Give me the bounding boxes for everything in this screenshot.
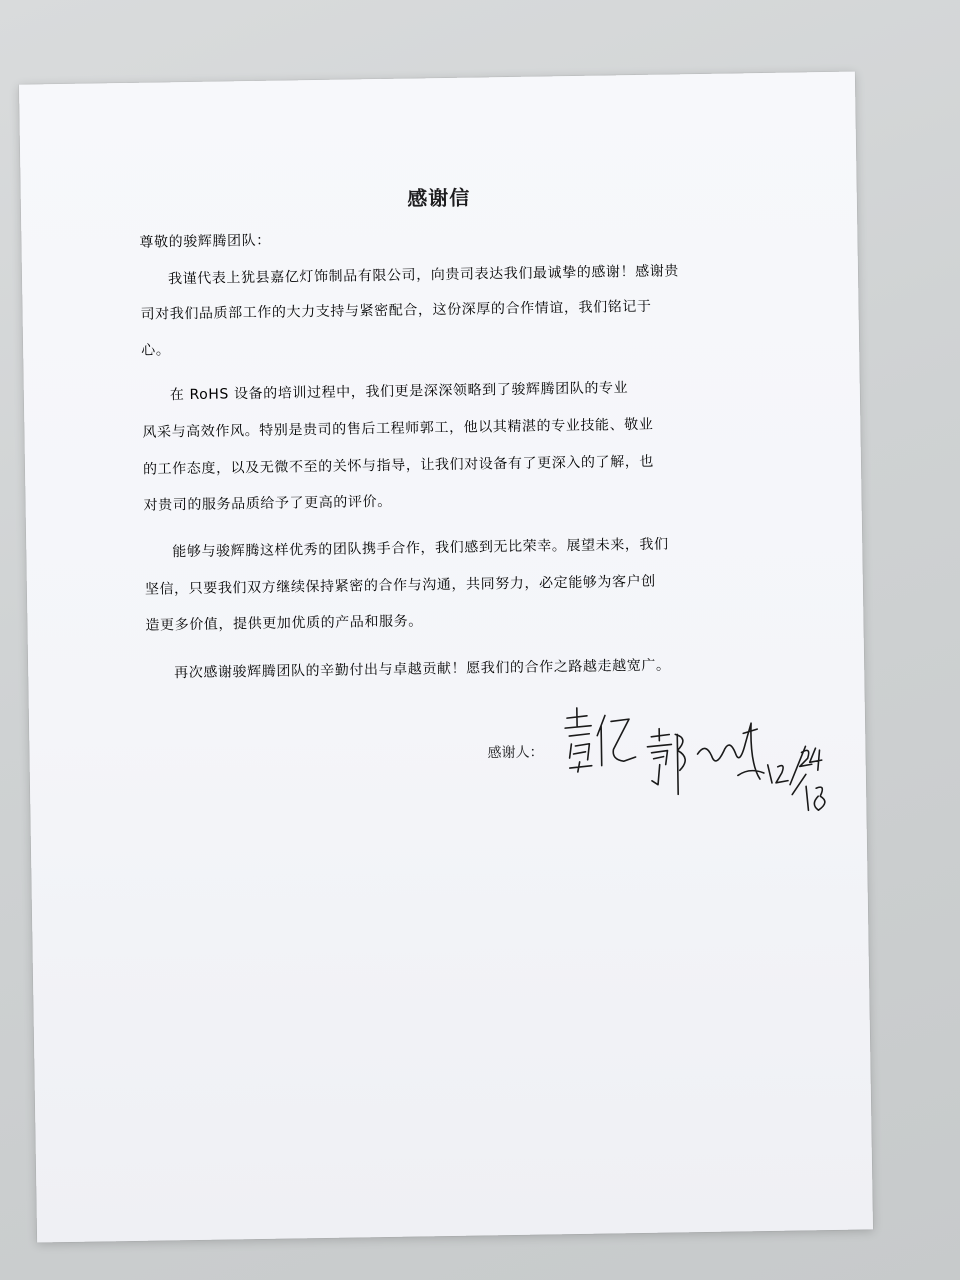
letter-paper xyxy=(19,72,873,1243)
paragraph-line: 风采与高效作风。特别是贵司的售后工程师郭工，他以其精湛的专业技能、敬业 xyxy=(142,416,654,441)
paragraph-line: 司对我们品质部工作的大力支持与紧密配合，这份深厚的合作情谊，我们铭记于 xyxy=(140,298,652,323)
signer-label: 感谢人： xyxy=(487,744,544,762)
paragraph-line: 再次感谢骏辉腾团队的辛勤付出与卓越贡献！愿我们的合作之路越走越宽广。 xyxy=(174,657,671,682)
handwritten-signature xyxy=(539,692,841,827)
paragraph-line: 在 RoHS 设备的培训过程中，我们更是深深领略到了骏辉腾团队的专业 xyxy=(169,380,629,404)
paragraph-line: 坚信，只要我们双方继续保持紧密的合作与沟通，共同努力，必定能够为客户创 xyxy=(144,573,656,598)
paragraph-line: 对贵司的服务品质给予了更高的评价。 xyxy=(143,493,392,514)
paragraph-line: 造更多价值，提供更加优质的产品和服务。 xyxy=(145,613,423,634)
paragraph-line: 的工作态度，以及无微不至的关怀与指导，让我们对设备有了更深入的了解，也 xyxy=(142,453,655,478)
paragraph-line: 能够与骏辉腾这样优秀的团队携手合作，我们感到无比荣幸。展望未来，我们 xyxy=(172,536,669,561)
paragraph-line: 我谨代表上犹县嘉亿灯饰制品有限公司，向贵司表达我们最诚挚的感谢！感谢贵 xyxy=(167,263,680,288)
letter-title: 感谢信 xyxy=(407,185,471,211)
salutation: 尊敬的骏辉腾团队： xyxy=(139,232,271,251)
paragraph-line: 心。 xyxy=(141,342,171,359)
